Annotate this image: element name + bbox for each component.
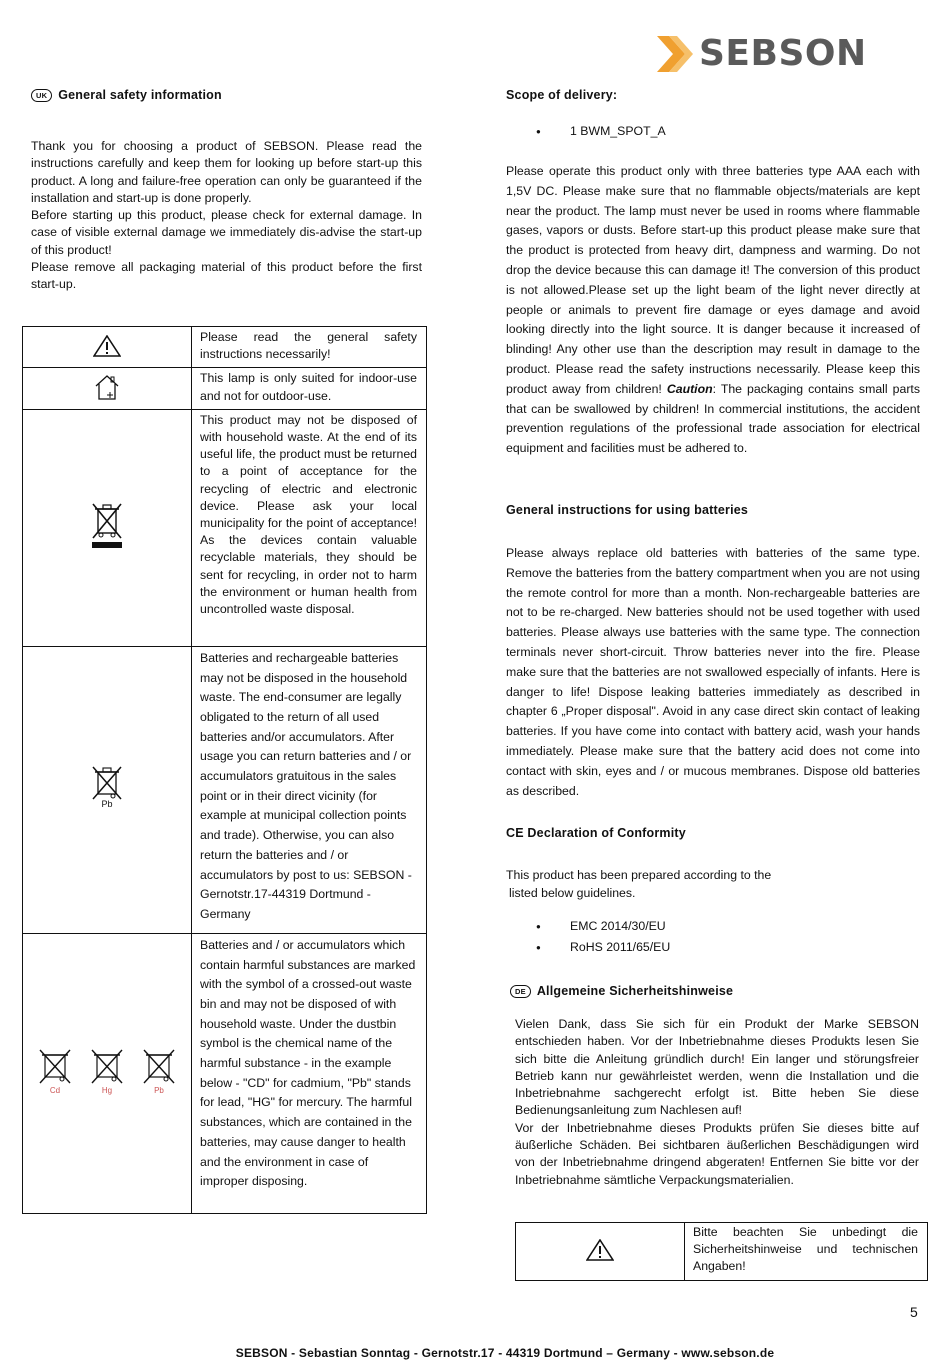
uk-intro — [31, 138, 422, 294]
crossed-bin-pb-icon — [23, 646, 192, 933]
uk-section-heading — [31, 88, 222, 102]
list-item: ● 1 BWM_SPOT_A — [536, 121, 666, 142]
ce-list — [536, 916, 670, 958]
caution-text: : The packaging contains small parts that can be swallowed by children! In commercial institutions, the accident prevention regulations of the professional trade association for electrical equipment and facilities must be adhered to. — [506, 381, 920, 456]
operate-paragraph — [506, 162, 920, 459]
table-cell-text: Batteries and rechargeable batteries may not be disposed in the household waste. The end-consumer are legally obligated to the return of all used batteries and/or accumulators. After usage you can return batteries and / or accumulators gratuitous in the sales point or in their direct vicinity (for example at municipal collection points and trade). Otherwise, you can also return the batteries and / or accumulators by post to us: SEBSON - Gernotstr.17-44319 Dortmund - Germany — [192, 646, 427, 933]
table-row — [23, 409, 427, 646]
batteries-heading: General instructions for using batteries — [506, 503, 749, 517]
table-cell-text: Please read the general safety instructions necessarily! — [192, 327, 427, 368]
uk-badge: UK — [31, 89, 52, 102]
table-cell-text: Batteries and / or accumulators which contain harmful substances are marked with the symbol of a crossed-out waste bin and may not be disposed of with household waste. Under the dustbin symbol is the chemical name of the harmful substance - in the example below - "CD" for cadmium, "Pb" stands for lead, "HG" for mercury. The harmful substances, which are contained in the batteries, may cause danger to health and the environment in case of improper disposing. — [192, 933, 427, 1213]
de-paragraph: Vor der Inbetriebnahme dieses Produkts prüfen Sie dieses bitte auf äußerliche Schäden. Bei sichtbaren äußerlichen Beschädigungen wird von der Inbetriebnahme dringend abgeraten! Entfernen Sie bitte vor der Inbetriebnahme sämtliche Verpackungsmaterialien. — [515, 1120, 919, 1187]
de-warning-table — [515, 1222, 928, 1281]
scope-heading: Scope of delivery: — [506, 88, 618, 102]
de-intro — [515, 1016, 919, 1189]
indoor-house-icon — [23, 368, 192, 409]
ce-intro — [506, 866, 771, 902]
table-cell-text: This lamp is only suited for indoor-use and not for outdoor-use. — [192, 368, 427, 409]
uk-heading-text: General safety information — [58, 88, 222, 102]
de-heading-text: Allgemeine Sicherheitshinweise — [536, 984, 734, 998]
batteries-paragraph: Please always replace old batteries with batteries of the same type. Remove the batteries from the battery compartment when you are not using the remote control for more than a month. Non-rechargeable batteries are not to be re-charged. New batteries should not be used together with used batteries. Please always use batteries with the same type. The connection terminals never short-circuit. Throw batteries never into the fire. Please make sure that the batteries are not swallowed especially of infants. Here is danger to life! Dispose leaking batteries immediately as described in chapter 6 „Proper disposal". Avoid in any case direct skin contact of leaking batteries. If you have come into contact with battery acid, wash your hands immediately. Please make sure that the battery acid does not come into contact with skin, eyes and / or mucous membranes. Dispose old batteries as described. — [506, 546, 920, 798]
intro-paragraph: Thank you for choosing a product of SEBSON. Please read the instructions carefully and keep them for looking up before start-up this product. A long and failure-free operation can only be guaranteed if the installation and start-up is done properly. — [31, 139, 422, 205]
list-item: ● RoHS 2011/65/EU — [536, 937, 670, 958]
footer-address: SEBSON - Sebastian Sonntag - Gernotstr.17 - 44319 Dortmund – Germany - www.sebson.de — [235, 1346, 775, 1360]
caution-label: Caution — [666, 381, 713, 396]
table-row — [23, 646, 427, 933]
bin-label: Pb — [101, 799, 113, 810]
intro-paragraph: Before starting up this product, please check for external damage. In case of visible external damage we immediately dis-advise the start-up of this product! — [31, 208, 422, 257]
table-row — [23, 933, 427, 1213]
logo-chevron-icon — [655, 34, 695, 74]
ce-heading: CE Declaration of Conformity — [506, 826, 686, 840]
bin-label: Hg — [101, 1085, 113, 1095]
page-number: 5 — [910, 1304, 918, 1320]
ce-line: This product has been prepared according to the — [506, 868, 772, 882]
intro-paragraph: Please remove all packaging material of this product before the first start-up. — [31, 260, 422, 292]
operate-text: Please operate this product only with three batteries type AAA each with 1,5V DC. Please make sure that no flammable objects/materials are kept near the product. The lamp must never be used in rooms where flammable gases, vapors or dusts. Before start-up this product please make sure that the product is protected from heavy dirt, dampness and warming. Do not drop the device because this can damage it! The conversion of this product is not allowed.Please set up the light beam of the light never directly at people or animals to prevent fire damage or eyes damage and avoid looking directly into the light source. It is danger because it increased of blinding! Any other use than the description may result in damage to the product. Please read the safety instructions necessarily. Please keep this product away from children! — [506, 164, 920, 396]
table-row — [516, 1223, 928, 1281]
scope-list — [536, 121, 666, 142]
table-cell-text: Bitte beachten Sie unbedingt die Sicherheitshinweise und technischen Angaben! — [685, 1223, 928, 1281]
de-badge: DE — [510, 985, 531, 998]
bin-label: Pb — [154, 1085, 164, 1095]
sebson-logo — [655, 34, 865, 74]
table-cell-text: This product may not be disposed of with household waste. At the end of its useful life, the product must be returned to a point of acceptance for the recycling of electric and electronic device. Please ask your local municipality for the point of acceptance! As the devices contain valuable recyclable materials, they should be sent for recycling, in order not to harm the environment or human health from uncontrolled waste disposal. — [192, 409, 427, 646]
de-paragraph: Vielen Dank, dass Sie sich für ein Produkt der Marke SEBSON entschieden haben. Vor der Inbetriebnahme dieses Produkts lesen Sie sich bitte die Anleitung gründlich durch! Ein langer und störungsfreier Betrieb kann nur gewährleistet werden, wenn die Installation und die Inbetriebnahme sachgerecht erfolgt ist. Bitte heben Sie diese Bedienungsanleitung zum Nachlesen auf! — [515, 1017, 919, 1118]
table-row — [23, 368, 427, 409]
ce-line: listed below guidelines. — [509, 886, 636, 900]
warning-triangle-icon — [516, 1223, 685, 1281]
de-section-heading — [510, 984, 733, 998]
list-item: ● EMC 2014/30/EU — [536, 916, 670, 937]
warning-triangle-icon — [23, 327, 192, 368]
safety-symbols-table — [22, 326, 427, 1214]
logo-text: SEBSON — [699, 33, 867, 74]
table-row — [23, 327, 427, 368]
bin-label: Cd — [49, 1085, 61, 1095]
crossed-bins-heavy-metals-icon — [23, 933, 192, 1213]
crossed-bin-icon — [23, 409, 192, 646]
